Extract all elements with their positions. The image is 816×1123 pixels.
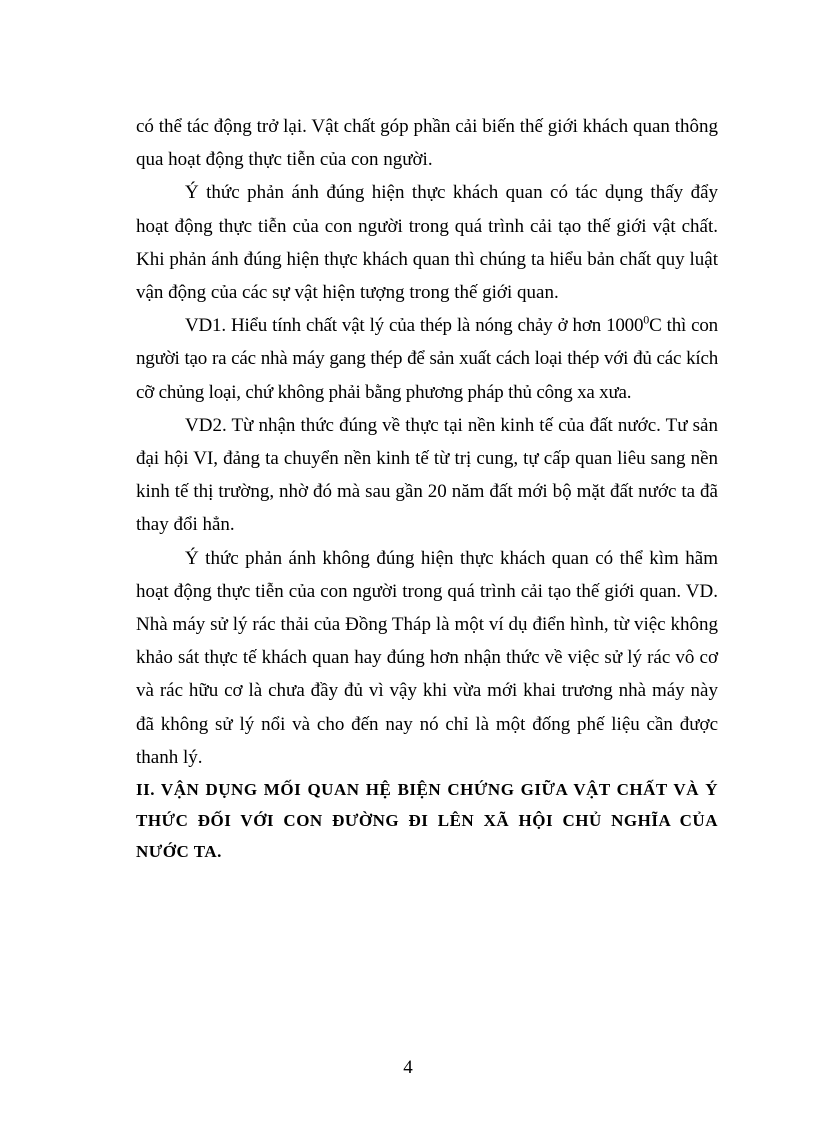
paragraph-continuation: có thể tác động trở lại. Vật chất góp phần cải biến thế giới khách quan thông qua hoạt động thực tiễn của con người. xyxy=(136,116,718,171)
paragraph-incorrect-reflection: Ý thức phản ánh không đúng hiện thực khách quan có thể kìm hãm hoạt động thực tiễn của con người trong quá trình cải tạo thế giới quan. VD. Nhà máy sử lý rác thải của Đồng Tháp là một ví dụ điển hình, từ việc không khảo sát thực tế khách quan hay đúng hơn nhận thức về việc sử lý rác vô cơ và rác hữu cơ là chưa đầy đủ vì vậy khi vừa mới khai trương nhà máy này đã không sử lý nổi và cho đến nay nó chỉ là một đống phế liệu cần được thanh lý. xyxy=(136,547,718,768)
page-number: 4 xyxy=(403,1057,413,1078)
document-body xyxy=(136,110,718,867)
paragraph-example-1 xyxy=(136,309,718,409)
example-1-text-after: C thì con người tạo ra các nhà máy gang thép để sản xuất cách loại thép với đủ các kích cỡ chủng loại, chứ không phải bằng phương pháp thủ công xa xưa. xyxy=(136,315,718,403)
example-1-text-before: VD1. Hiểu tính chất vật lý của thép là nóng chảy ở hơn 1000 xyxy=(185,315,644,337)
paragraph-example-2: VD2. Từ nhận thức đúng về thực tại nền kinh tế của đất nước. Tư sản đại hội VI, đảng ta chuyển nền kinh tế từ trị cung, tự cấp quan liêu sang nền kinh tế thị trường, nhờ đó mà sau gần 20 năm đất mới bộ mặt đất nước ta đã thay đổi hẳn. xyxy=(136,414,718,536)
section-heading: II. VẬN DỤNG MỐI QUAN HỆ BIỆN CHỨNG GIỮA VẬT CHẤT VÀ Ý THỨC ĐỐI VỚI CON ĐƯỜNG ĐI LÊN XÃ HỘI CHỦ NGHĨA CỦA NƯỚC TA. xyxy=(136,780,718,862)
paragraph-correct-reflection: Ý thức phản ánh đúng hiện thực khách quan có tác dụng thấy đẩy hoạt động thực tiễn của con người trong quá trình cải tạo thế giới vật chất. Khi phản ánh đúng hiện thực khách quan thì chúng ta hiểu bản chất quy luật vận động của các sự vật hiện tượng trong thế giới quan. xyxy=(136,182,718,304)
temperature-superscript: 0 xyxy=(643,312,650,327)
